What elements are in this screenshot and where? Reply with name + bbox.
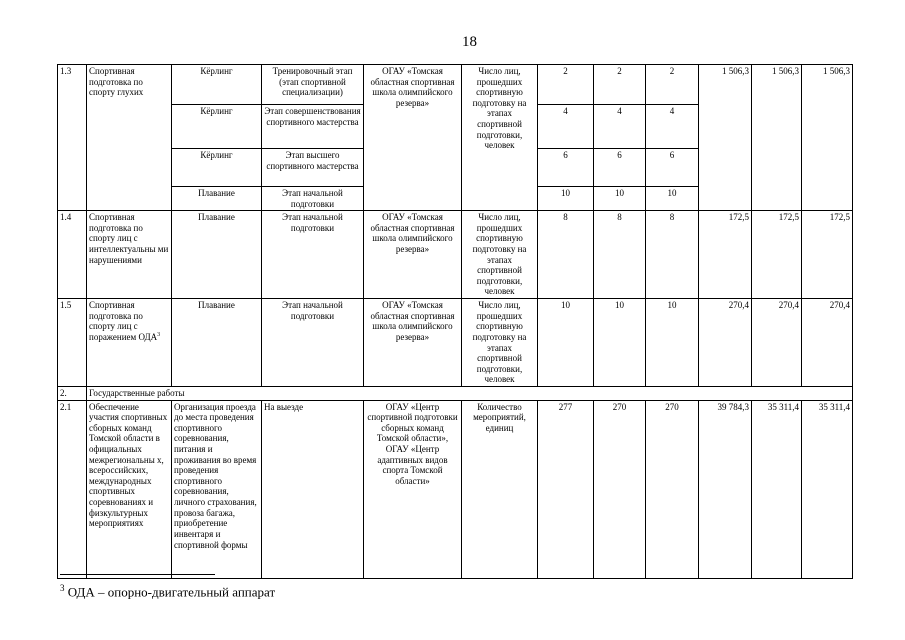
value-cell: 270 [646,400,699,578]
table-row [58,400,853,578]
indicator-cell: Число лиц, прошедших спортивную подготовку на этапах спортивной подготовки, человек [462,65,538,211]
value-cell: 4 [646,105,699,149]
sport-cell: Плавание [172,299,262,387]
table-row [58,211,853,299]
value-cell: 10 [594,187,646,211]
institution-cell: ОГАУ «Томская областная спортивная школа олимпийского резерва» [364,211,462,299]
section-title: Государственные работы [87,386,853,400]
value-cell: 6 [594,149,646,187]
cost-cell: 270,4 [699,299,752,387]
cost-cell: 172,5 [752,211,802,299]
table-row [58,65,853,105]
value-cell: 4 [594,105,646,149]
page-number: 18 [462,34,477,50]
institution-cell: ОГАУ «Томская областная спортивная школа олимпийского резерва» [364,299,462,387]
sport-cell: Кёрлинг [172,105,262,149]
value-cell: 4 [538,105,594,149]
row-number: 1.4 [58,211,87,299]
institution-cell: ОГАУ «Центр спортивной подготовки сборных команд Томской области», ОГАУ «Центр адаптивных видов спорта Томской области» [364,400,462,578]
footnote-text: ОДА – опорно-двигательный аппарат [67,584,276,600]
cost-cell: 270,4 [802,299,853,387]
cost-cell: 1 506,3 [802,65,853,211]
sport-cell: Плавание [172,211,262,299]
value-cell: 8 [594,211,646,299]
footnote-mark: 3 [60,583,65,593]
sport-cell: Плавание [172,187,262,211]
row-number: 1.5 [58,299,87,387]
row-number: 2.1 [58,400,87,578]
table-row [58,299,853,387]
stage-cell: Этап совершенствования спортивного мастерства [262,105,364,149]
row-number: 2. [58,386,87,400]
section-row [58,386,853,400]
value-cell: 6 [646,149,699,187]
value-cell: 8 [538,211,594,299]
value-cell: 6 [538,149,594,187]
cost-cell: 35 311,4 [802,400,853,578]
institution-cell: ОГАУ «Томская областная спортивная школа олимпийского резерва» [364,65,462,211]
value-cell: 2 [538,65,594,105]
cost-cell: 1 506,3 [699,65,752,211]
footnote-marker: 3 [157,331,161,338]
indicator-cell: Число лиц, прошедших спортивную подготовку на этапах спортивной подготовки, человек [462,211,538,299]
value-cell: 2 [594,65,646,105]
indicator-cell: Число лиц, прошедших спортивную подготовку на этапах спортивной подготовки, человек [462,299,538,387]
cost-cell: 270,4 [752,299,802,387]
value-cell: 277 [538,400,594,578]
indicator-cell: Количество мероприятий, единиц [462,400,538,578]
row-name [87,299,172,387]
row-number: 1.3 [58,65,87,211]
cost-cell: 1 506,3 [752,65,802,211]
value-cell: 2 [646,65,699,105]
footnote-separator [60,574,215,575]
services-table [57,64,853,579]
row-name: Обеспечение участия спортивных сборных команд Томской области в официальных межрегиональны х, всероссийских, международных спортивных соревнованиях и физкультурных мероприятиях [87,400,172,578]
stage-cell: Этап начальной подготовки [262,299,364,387]
cost-cell: 172,5 [802,211,853,299]
value-cell: 10 [594,299,646,387]
content-cell: Организация проезда до места проведения спортивного соревнования, питания и проживания во время проведения спортивного соревнования, личного страхования, провоза багажа, приобретение инвентаря и спортивной формы [172,400,262,578]
row-name: Спортивная подготовка по спорту глухих [87,65,172,211]
sport-cell: Кёрлинг [172,65,262,105]
stage-cell: Этап высшего спортивного мастерства [262,149,364,187]
stage-cell: Тренировочный этап (этап спортивной специализации) [262,65,364,105]
row-name: Спортивная подготовка по спорту лиц с интеллектуальны ми нарушениями [87,211,172,299]
value-cell: 8 [646,211,699,299]
row-name-text: Спортивная подготовка по спорту лиц с поражением ОДА [89,300,158,342]
cost-cell: 39 784,3 [699,400,752,578]
stage-cell: Этап начальной подготовки [262,211,364,299]
value-cell: 10 [538,187,594,211]
condition-cell: На выезде [262,400,364,578]
stage-cell: Этап начальной подготовки [262,187,364,211]
sport-cell: Кёрлинг [172,149,262,187]
value-cell: 10 [538,299,594,387]
footnote [60,583,275,600]
value-cell: 10 [646,299,699,387]
value-cell: 270 [594,400,646,578]
value-cell: 10 [646,187,699,211]
cost-cell: 35 311,4 [752,400,802,578]
cost-cell: 172,5 [699,211,752,299]
